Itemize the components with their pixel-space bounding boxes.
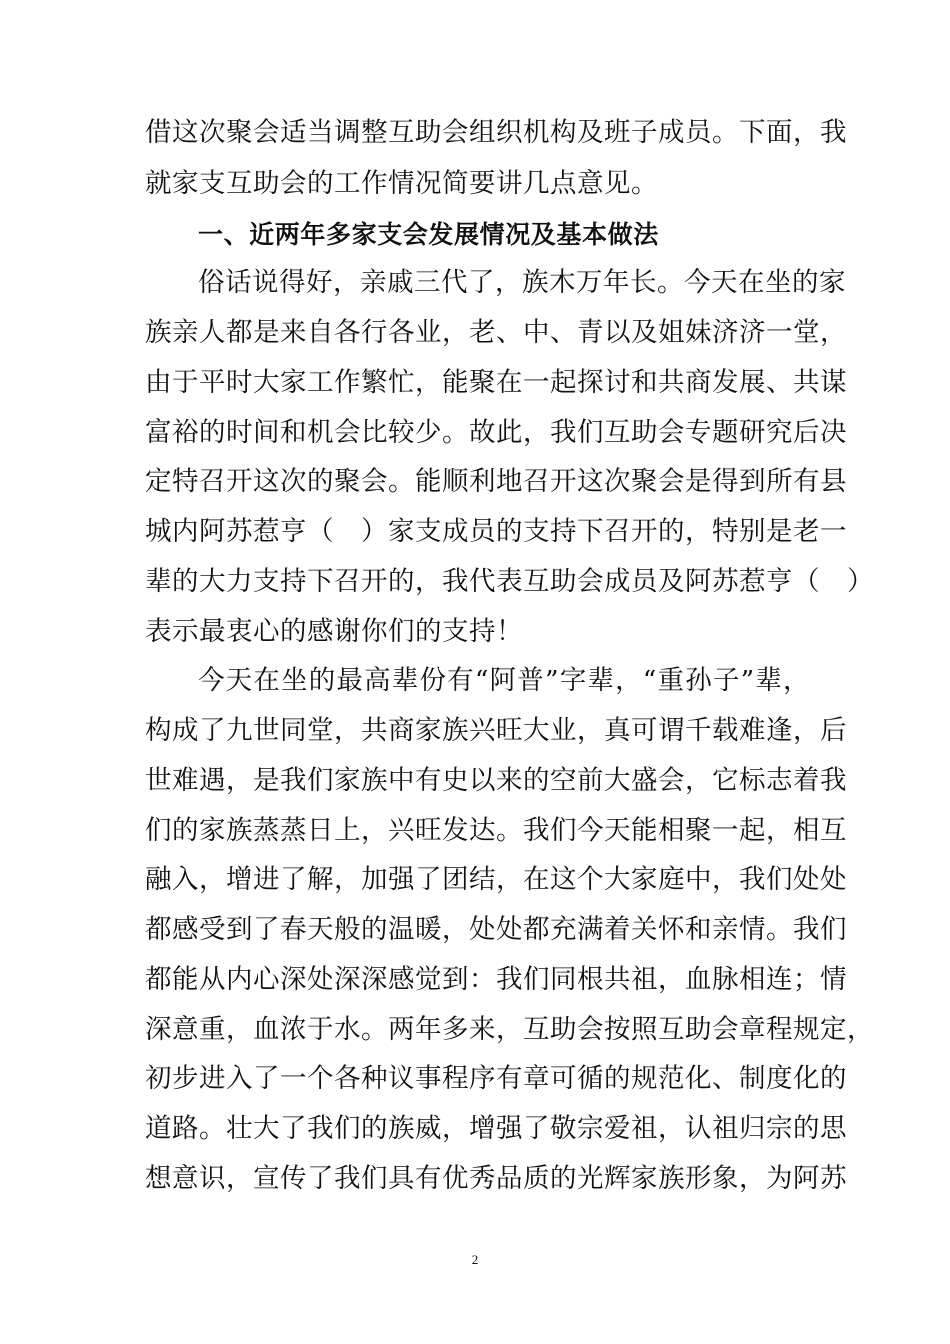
text-line: 就家支互助会的工作情况简要讲几点意见。 — [145, 168, 658, 199]
section-heading: 一、近两年多家支会发展情况及基本做法 — [198, 220, 659, 249]
page-number: 2 — [471, 1252, 479, 1267]
paragraph-line: 辈的大力支持下召开的，我代表互助会成员及阿苏惹亨（ ） — [145, 566, 874, 597]
paragraph-line: 都感受到了春天般的温暖，处处都充满着关怀和亲情。我们 — [145, 914, 847, 945]
paragraph-line: 融入，增进了解，加强了团结，在这个大家庭中，我们处处 — [145, 864, 847, 895]
paragraph-line: 们的家族蒸蒸日上，兴旺发达。我们今天能相聚一起，相互 — [145, 815, 847, 846]
paragraph-line: 族亲人都是来自各行各业，老、中、青以及姐妹济济一堂， — [145, 317, 847, 348]
paragraph-line: 初步进入了一个各种议事程序有章可循的规范化、制度化的 — [145, 1063, 847, 1094]
paragraph-line: 想意识，宣传了我们具有优秀品质的光辉家族形象，为阿苏 — [145, 1163, 847, 1194]
paragraph-line: 定特召开这次的聚会。能顺利地召开这次聚会是得到所有县 — [145, 466, 847, 497]
paragraph-line: 富裕的时间和机会比较少。故此，我们互助会专题研究后决 — [145, 417, 847, 448]
paragraph-line: 俗话说得好，亲戚三代了，族木万年长。今天在坐的家 — [198, 267, 846, 298]
paragraph-line: 今天在坐的最高辈份有“阿普”字辈，“重孙子”辈， — [198, 665, 810, 696]
paragraph-line: 构成了九世同堂，共商家族兴旺大业，真可谓千载难逢，后 — [145, 715, 847, 746]
paragraph-line: 表示最衷心的感谢你们的支持！ — [145, 616, 523, 647]
paragraph-line: 道路。壮大了我们的族威，增强了敬宗爱祖，认祖归宗的思 — [145, 1113, 847, 1144]
paragraph-line: 世难遇，是我们家族中有史以来的空前大盛会，它标志着我 — [145, 765, 847, 796]
text-line: 借这次聚会适当调整互助会组织机构及班子成员。下面，我 — [145, 117, 847, 148]
paragraph-line: 都能从内心深处深深感觉到：我们同根共祖，血脉相连；情 — [145, 964, 847, 995]
paragraph-line: 由于平时大家工作繁忙，能聚在一起探讨和共商发展、共谋 — [145, 367, 847, 398]
paragraph-line: 城内阿苏惹亨（ ）家支成员的支持下召开的，特别是老一 — [145, 516, 847, 547]
paragraph-line: 深意重，血浓于水。两年多来，互助会按照互助会章程规定， — [145, 1014, 874, 1045]
